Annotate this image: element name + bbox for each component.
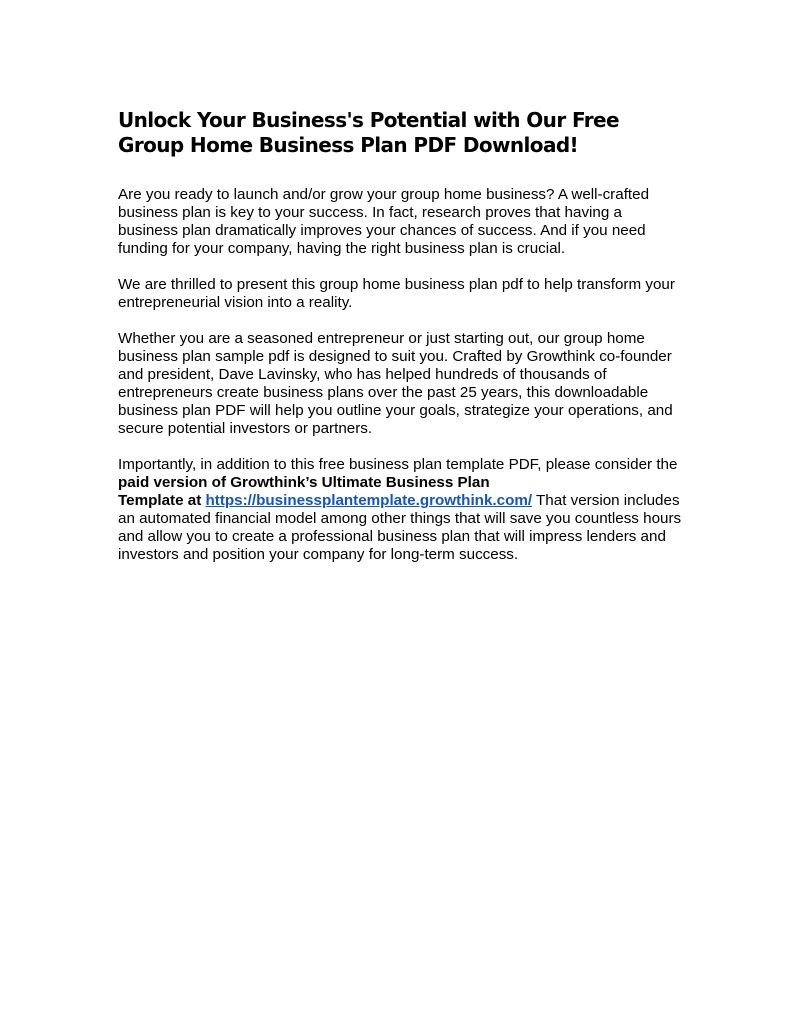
template-at-label: Template at bbox=[118, 492, 206, 509]
paragraph-intro: Are you ready to launch and/or grow your group home business? A well-crafted business plan is key to your success. In fact, research proves that having a business plan dramatically improves your chances of success. And if you need funding for your company, having the right business plan is crucial. bbox=[118, 186, 650, 257]
paragraph-paid-version bbox=[118, 456, 684, 564]
page-title: Unlock Your Business's Potential with Our Free Group Home Business Plan PDF Download! bbox=[118, 108, 619, 157]
paid-version-label: paid version of Growthink’s Ultimate Business Plan bbox=[118, 474, 490, 491]
document-page bbox=[118, 108, 684, 582]
paragraph-paid-tail: That version includes an automated financial model among other things that will save you countless hours and allow you to create a professional business plan that will impress lenders and investors and position your company for long-term success. bbox=[118, 492, 682, 563]
paragraph-present: We are thrilled to present this group home business plan pdf to help transform your entrepreneurial vision into a reality. bbox=[118, 276, 675, 311]
paragraph-author: Whether you are a seasoned entrepreneur or just starting out, our group home business plan sample pdf is designed to suit you. Crafted by Growthink co-founder and president, Dave Lavinsky, who has helped hundreds of thousands of entrepreneurs create business plans over the past 25 years, this downloadable business plan PDF will help you outline your goals, strategize your operations, and secure potential investors or partners. bbox=[118, 330, 673, 437]
paragraph-paid-lead: Importantly, in addition to this free business plan template PDF, please consider the bbox=[118, 456, 678, 473]
growthink-template-link[interactable]: https://businessplantemplate.growthink.com/ bbox=[205, 492, 533, 509]
